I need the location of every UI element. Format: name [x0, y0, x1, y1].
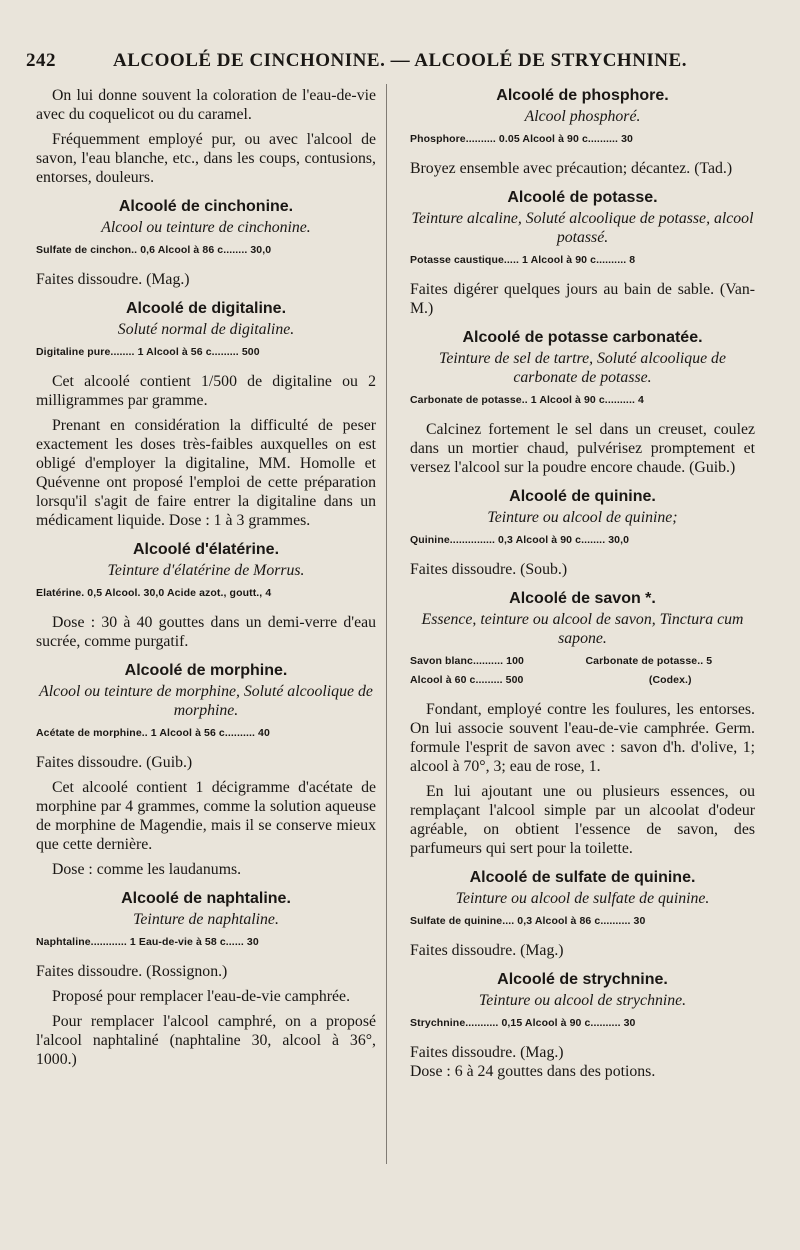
paragraph: Fréquemment employé pur, ou avec l'alcool de savon, l'eau blanche, etc., dans les coups, contusions, entorses, douleurs. [36, 131, 376, 186]
section-subtitle: Teinture ou alcool de quinine; [487, 509, 678, 526]
section-subtitle: Teinture de naphtaline. [133, 911, 279, 928]
section-subtitle: Alcool ou teinture de morphine, Soluté alcoolique de morphine. [39, 683, 373, 719]
paragraph: On lui donne souvent la coloration de l'eau-de-vie avec du coquelicot ou du caramel. [36, 87, 376, 123]
paragraph: Proposé pour remplacer l'eau-de-vie camphrée. [52, 988, 351, 1005]
paragraph: Cet alcoolé contient 1/500 de digitaline ou 2 milligrammes par gramme. [36, 373, 376, 409]
formula-line: Potasse caustique..... 1 Alcool à 90 c.......... 8 [410, 254, 636, 266]
formula-cell: Carbonate de potasse.. 5 [585, 655, 713, 667]
formula-line: Sulfate de cinchon.. 0,6 Alcool à 86 c........ 30,0 [36, 244, 272, 256]
formula-source: (Codex.) [648, 674, 692, 686]
section-subtitle: Essence, teinture ou alcool de savon, Tinctura cum sapone. [421, 611, 744, 647]
paragraph: Fondant, employé contre les foulures, les entorses. On lui associe souvent l'eau-de-vie camphrée. Germ. formule l'esprit de savon avec : savon d'h. d'olive, 1; alcool à 70°, 3; eau de rose, 1. [410, 701, 755, 775]
left-column [36, 86, 376, 1075]
paragraph: Faites dissoudre. (Mag.) [410, 1044, 564, 1061]
formula-line: Elatérine. 0,5 Alcool. 30,0 Acide azot., goutt., 4 [36, 587, 272, 599]
formula-line: Quinine............... 0,3 Alcool à 90 c........ 30,0 [410, 534, 630, 546]
section-subtitle: Soluté normal de digitaline. [117, 321, 295, 338]
paragraph: Faites dissoudre. (Guib.) [36, 754, 193, 771]
section-subtitle: Alcool phosphoré. [524, 108, 641, 125]
paragraph: Faites dissoudre. (Mag.) [36, 271, 190, 288]
paragraph: Faites dissoudre. (Soub.) [410, 561, 568, 578]
section-subtitle: Alcool ou teinture de cinchonine. [101, 219, 311, 236]
paragraph: Pour remplacer l'alcool camphré, on a proposé l'alcool naphtaliné (naphtaline 30, alcool à 36°, 1000.) [36, 1013, 376, 1068]
section-title-elaterine: Alcoolé d'élatérine. [132, 541, 280, 558]
section-title-cinchonine: Alcoolé de cinchonine. [118, 198, 294, 215]
paragraph: Faites dissoudre. (Mag.) [410, 942, 564, 959]
section-subtitle: Teinture ou alcool de sulfate de quinine. [455, 890, 710, 907]
formula-line: Carbonate de potasse.. 1 Alcool à 90 c.......... 4 [410, 394, 644, 406]
section-title-potasse-carbonatee: Alcoolé de potasse carbonatée. [462, 329, 703, 346]
section-title-potasse: Alcoolé de potasse. [507, 189, 658, 206]
right-column [410, 86, 755, 1087]
paragraph: Cet alcoolé contient 1 décigramme d'acétate de morphine par 4 grammes, comme la solution aqueuse de morphine de Magendie, mais il se conserve mieux que cette dernière. [36, 779, 376, 853]
paragraph: Faites dissoudre. (Rossignon.) [36, 963, 228, 980]
formula-cell: Alcool à 60 c......... 500 [410, 674, 524, 686]
formula-line: Acétate de morphine.. 1 Alcool à 56 c.......... 40 [36, 727, 270, 739]
section-title-phosphore: Alcoolé de phosphore. [496, 87, 669, 104]
paragraph: En lui ajoutant une ou plusieurs essences, ou remplaçant l'alcool simple par un alcoolat d'odeur agréable, on obtient l'essence de savon, des parfumeurs qui sert pour la toilette. [410, 783, 755, 857]
paragraph: Dose : 6 à 24 gouttes dans des potions. [410, 1063, 656, 1080]
section-title-savon: Alcoolé de savon *. [509, 590, 656, 607]
formula-line: Phosphore.......... 0.05 Alcool à 90 c.......... 30 [410, 133, 633, 145]
column-divider [386, 84, 387, 1164]
section-subtitle: Teinture alcaline, Soluté alcoolique de potasse, alcool potassé. [411, 210, 754, 246]
paragraph: Broyez ensemble avec précaution; décantez. (Tad.) [410, 160, 733, 177]
section-title-naphtaline: Alcoolé de naphtaline. [121, 890, 291, 907]
section-title-strychnine: Alcoolé de strychnine. [497, 971, 668, 988]
section-title-quinine: Alcoolé de quinine. [509, 488, 656, 505]
paragraph: Faites digérer quelques jours au bain de sable. (Van-M.) [410, 281, 755, 317]
formula-line: Naphtaline............ 1 Eau-de-vie à 58 c...... 30 [36, 936, 259, 948]
paragraph: Calcinez fortement le sel dans un creuset, coulez dans un mortier chaud, pulvérisez promptement et versez l'alcool sur la poudre encore chaude. (Guib.) [410, 421, 755, 476]
formula-line: Sulfate de quinine.... 0,3 Alcool à 86 c.......... 30 [410, 915, 646, 927]
formula-cell: Savon blanc.......... 100 [410, 655, 524, 667]
paragraph: Dose : 30 à 40 gouttes dans un demi-verre d'eau sucrée, comme purgatif. [36, 614, 376, 650]
running-head-title: ALCOOLÉ DE CINCHONINE. — ALCOOLÉ DE STRYCHNINE. [113, 50, 687, 71]
formula-line: Digitaline pure........ 1 Alcool à 56 c......... 500 [36, 346, 260, 358]
page-number: 242 [26, 50, 56, 71]
formula-block [410, 652, 755, 690]
section-title-sulfate-quinine: Alcoolé de sulfate de quinine. [469, 869, 696, 886]
paragraph: Dose : comme les laudanums. [52, 861, 242, 878]
section-subtitle: Teinture d'élatérine de Morrus. [107, 562, 305, 579]
formula-line: Strychnine........... 0,15 Alcool à 90 c.......... 30 [410, 1017, 636, 1029]
section-title-morphine: Alcoolé de morphine. [124, 662, 288, 679]
paragraph: Prenant en considération la difficulté de peser exactement les doses très-faibles auxquelles on est obligé d'employer la digitaline, MM. Homolle et Quévenne ont proposé l'emploi de cette préparation lorsqu'il s'agit de faire entrer la digitaline dans un médicament liquide. Dose : 1 à 3 grammes. [36, 417, 376, 529]
running-header [22, 50, 778, 76]
section-subtitle: Teinture de sel de tartre, Soluté alcoolique de carbonate de potasse. [439, 350, 726, 386]
section-title-digitaline: Alcoolé de digitaline. [125, 300, 287, 317]
section-subtitle: Teinture ou alcool de strychnine. [478, 992, 687, 1009]
